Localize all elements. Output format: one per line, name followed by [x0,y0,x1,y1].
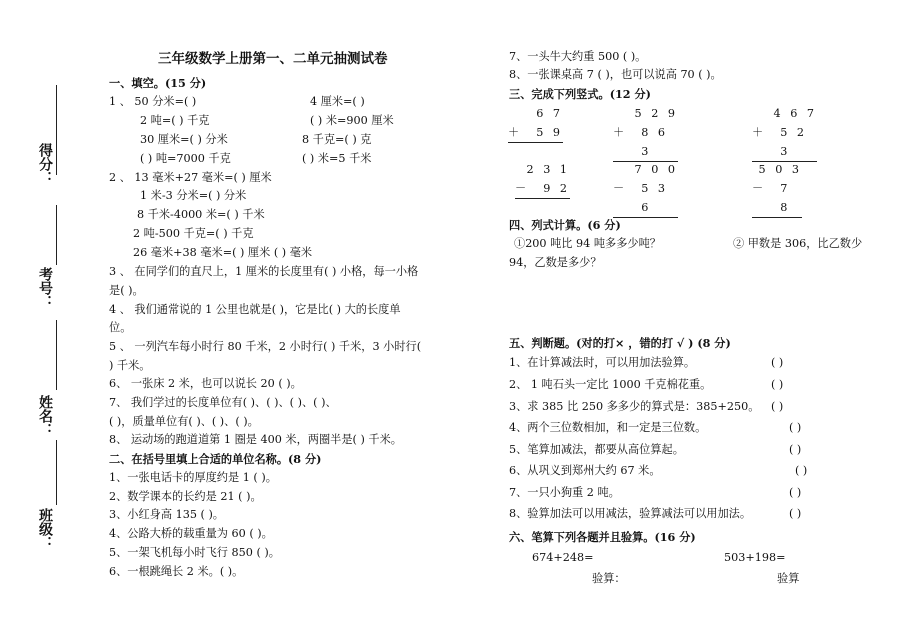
s4-question-2-cont: 94，乙数是多少？ [509,256,602,269]
vertical-problem-2 [613,104,678,162]
q1-line-b: 4 厘米=( ) [310,95,365,108]
s2-item-2: 2、数学课本的长约是 21 ( )。 [109,490,262,503]
s5-item-5-mark: ( ) [789,443,802,456]
s2-item-1: 1、一张电话卡的厚度约是 1 ( )。 [109,471,277,484]
s5-item-7-mark: ( ) [789,486,802,499]
s2-item-6: 6、一根跳绳长 2 米。( )。 [109,565,244,578]
vp1-op: ＋ [508,126,523,139]
q1-line-g: ( ) 吨=7000 千克 [140,152,231,165]
q3-line-a: 3 、 在同学们的直尺上，1 厘米的长度里有( ) 小格，每一小格 [109,265,419,278]
q2-line-e: 26 毫米+38 毫米=( ) 厘米 ( ) 毫米 [133,246,313,259]
q4-line-a: 4 、 我们通常说的 1 公里也就是( )，它是比( ) 大的长度单 [109,303,401,316]
s5-item-2-mark: ( ) [771,378,784,391]
vertical-problem-5 [613,160,678,218]
vertical-problem-4 [505,160,570,199]
q8: 8、 运动场的跑道道第 1 圈是 400 米，两圈半是( ) 千米。 [109,433,402,446]
q1-line-e: 30 厘米=( ) 分米 [140,133,228,146]
q2-line-a: 2 、 13 毫米+27 毫米=( ) 厘米 [109,171,272,184]
vp5-bottom-row [613,179,678,218]
section-6-heading: 六、笔算下列各题并且验算。(16 分) [509,530,696,544]
vp3-top: 4 6 7 [773,107,817,120]
binding-line-1 [56,85,57,175]
q5-line-b: ) 千米。 [109,359,151,372]
s2-item-5: 5、一架飞机每小时飞行 850 ( )。 [109,546,280,559]
s5-item-8: 8、验算加法可以用减法，验算减法可以用加法。 [509,507,752,520]
vp3-bottom-row [752,123,817,162]
vp1-bottom: 5 9 [536,126,563,139]
s5-item-1: 1、在计算减法时，可以用加法验算。 [509,356,696,369]
s6-problem-2: 503+198= [724,551,786,564]
vp3-bottom: 5 2 3 [780,126,807,158]
s2-item-4: 4、公路大桥的载重量为 60 ( )。 [109,527,273,540]
q1-line-c: 2 吨=( ) 千克 [140,114,210,127]
vp3-op: ＋ [752,126,767,139]
q4-line-b: 位。 [109,321,132,334]
vp6-top: 5 0 3 [758,163,802,176]
section-5-heading: 五、判断题。(对的打× ，错的打 √ ) (8 分) [509,336,731,350]
vp4-bottom: 9 2 [543,182,570,195]
q1-line-f: 8 千克=( ) 克 [302,133,372,146]
s4-question-1: ①200 吨比 94 吨多多少吨？ [514,237,661,250]
binding-line-4 [56,440,57,505]
score-label: 得分： [37,143,53,185]
s5-item-2: 2、 1 吨石头一定比 1000 千克棉花重。 [509,378,712,391]
s5-item-7: 7、一只小狗重 2 吨。 [509,486,620,499]
binding-line-3 [56,320,57,390]
vp2-bottom-row [613,123,678,162]
s2-item-3: 3、小红身高 135 ( )。 [109,508,224,521]
s6-check-1: 验算： [592,572,626,585]
class-label: 班级： [37,508,53,550]
q7-line-b: ( )，质量单位有( )、( )、( )。 [109,415,259,428]
q1-line-a: 1 、 50 分米=( ) [109,95,197,108]
vp5-op: － [613,182,628,195]
s6-problem-1: 674+248= [532,551,594,564]
vp1-bottom-row [508,123,563,143]
vp6-op: － [752,182,767,195]
s6-check-2: 验算 [777,572,800,585]
s5-item-6-mark: ( ) [795,464,808,477]
s5-item-3: 3、求 385 比 250 多多少的算式是：385+250。 [509,400,760,413]
number-label: 考号： [37,267,53,309]
s2-item-7: 7、一头牛大约重 500 ( )。 [509,50,647,63]
s2-item-8: 8、一张课桌高 7 ( )，也可以说高 70 ( )。 [509,68,722,81]
s5-item-6: 6、从巩义到郑州大约 67 米。 [509,464,661,477]
vp1-top: 6 7 [536,107,563,120]
vp2-bottom: 8 6 3 [641,126,668,158]
vertical-problem-3 [752,104,817,162]
section-2-heading: 二、在括号里填上合适的单位名称。(8 分) [109,452,322,466]
s5-item-5: 5、笔算加减法，都要从高位算起。 [509,443,684,456]
q7-line-a: 7、 我们学过的长度单位有( )、( )、( )、( )、 [109,396,337,409]
vp5-top: 7 0 0 [634,163,678,176]
vp2-top: 5 2 9 [634,107,678,120]
vp6-bottom: 7 8 [780,182,791,214]
s5-item-8-mark: ( ) [789,507,802,520]
q6: 6、 一张床 2 米，也可以说长 20 ( )。 [109,377,302,390]
q2-line-b: 1 米-3 分米=( ) 分米 [140,189,247,202]
s5-item-4-mark: ( ) [789,421,802,434]
vertical-problem-6 [752,160,802,218]
q1-line-h: ( ) 米=5 千米 [302,152,372,165]
section-1-heading: 一、填空。(15 分) [109,76,207,90]
vp6-bottom-row [752,179,802,218]
q2-line-d: 2 吨-500 千克=( ) 千克 [133,227,254,240]
page-title: 三年级数学上册第一、二单元抽测试卷 [158,51,388,67]
section-3-heading: 三、完成下列竖式。(12 分) [509,87,651,101]
s5-item-3-mark: ( ) [771,400,784,413]
vp4-op: － [515,182,530,195]
binding-line-2 [56,205,57,265]
q2-line-c: 8 千米-4000 米=( ) 千米 [137,208,265,221]
vp2-op: ＋ [613,126,628,139]
s4-question-2: ② 甲数是 306，比乙数少 [733,237,863,250]
section-4-heading: 四、列式计算。(6 分) [509,218,621,232]
q3-line-b: 是( )。 [109,284,144,297]
vertical-problem-1 [505,104,563,143]
s5-item-1-mark: ( ) [771,356,784,369]
vp5-bottom: 5 3 6 [641,182,668,214]
q1-line-d: ( ) 米=900 厘米 [310,114,394,127]
s5-item-4: 4、两个三位数相加，和一定是三位数。 [509,421,707,434]
q5-line-a: 5 、 一列汽车每小时行 80 千米，2 小时行( ) 千米，3 小时行( [109,340,422,353]
vp4-top: 2 3 1 [526,163,570,176]
name-label: 姓名： [37,395,53,437]
vp4-bottom-row [515,179,570,199]
